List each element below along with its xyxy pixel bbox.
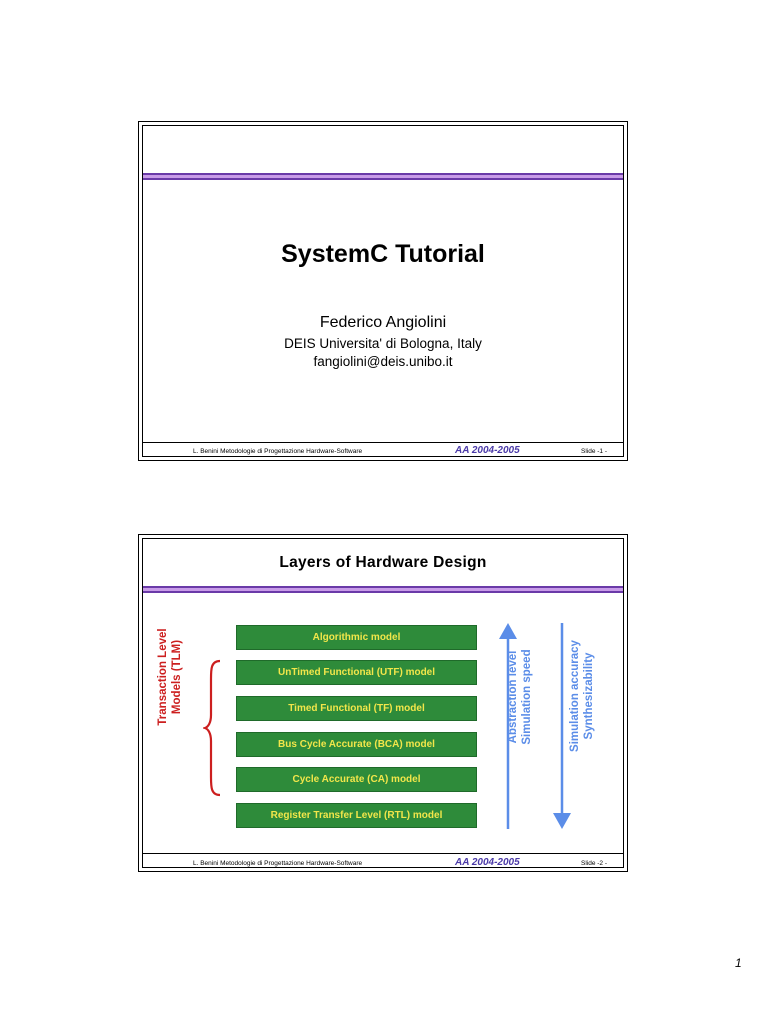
layer-rtl: Register Transfer Level (RTL) model — [236, 803, 477, 828]
slide-1-footer-mid: AA 2004-2005 — [455, 445, 520, 456]
slide-2-footer-mid: AA 2004-2005 — [455, 857, 520, 868]
slide-1-footer-rule — [143, 442, 623, 443]
layer-algorithmic: Algorithmic model — [236, 625, 477, 650]
tlm-label-line1: Transaction Level — [157, 628, 169, 726]
abstraction-label — [506, 632, 536, 762]
slide-2-footer-right: Slide -2 - — [580, 860, 607, 867]
abstraction-line2: Simulation speed — [521, 649, 533, 745]
layer-ca: Cycle Accurate (CA) model — [236, 767, 477, 792]
slide-1-frame — [142, 125, 624, 457]
slide-2-footer-rule — [143, 853, 623, 854]
accuracy-label — [568, 621, 598, 771]
slide-1-header-band — [143, 173, 623, 180]
tlm-label — [156, 612, 186, 742]
slide-1-email: fangiolini@deis.unibo.it — [313, 354, 453, 369]
layer-utf: UnTimed Functional (UTF) model — [236, 660, 477, 685]
slide-2 — [138, 534, 628, 872]
slide-1-footer-right: Slide -1 - — [580, 448, 607, 455]
tlm-label-line2: Models (TLM) — [171, 639, 183, 715]
tlm-brace-icon — [203, 659, 223, 797]
layer-bca: Bus Cycle Accurate (BCA) model — [236, 732, 477, 757]
layer-tf: Timed Functional (TF) model — [236, 696, 477, 721]
slide-2-footer-left: L. Benini Metodologie di Progettazione Hardware-Software — [193, 860, 363, 867]
accuracy-line2: Synthesizability — [583, 652, 595, 740]
accuracy-line1: Simulation accuracy — [569, 640, 581, 752]
page-number: 1 — [735, 956, 742, 970]
slide-1 — [138, 121, 628, 461]
slide-1-title: SystemC Tutorial — [281, 240, 485, 268]
abstraction-line1: Abstraction level — [507, 650, 519, 744]
slide-2-header-band — [143, 586, 623, 593]
slide-1-author: Federico Angiolini — [319, 314, 447, 331]
slide-1-affiliation: DEIS Universita' di Bologna, Italy — [284, 336, 482, 351]
slide-2-title: Layers of Hardware Design — [279, 554, 487, 571]
slide-1-footer-left: L. Benini Metodologie di Progettazione Hardware-Software — [193, 448, 363, 455]
slide-2-frame — [142, 538, 624, 868]
